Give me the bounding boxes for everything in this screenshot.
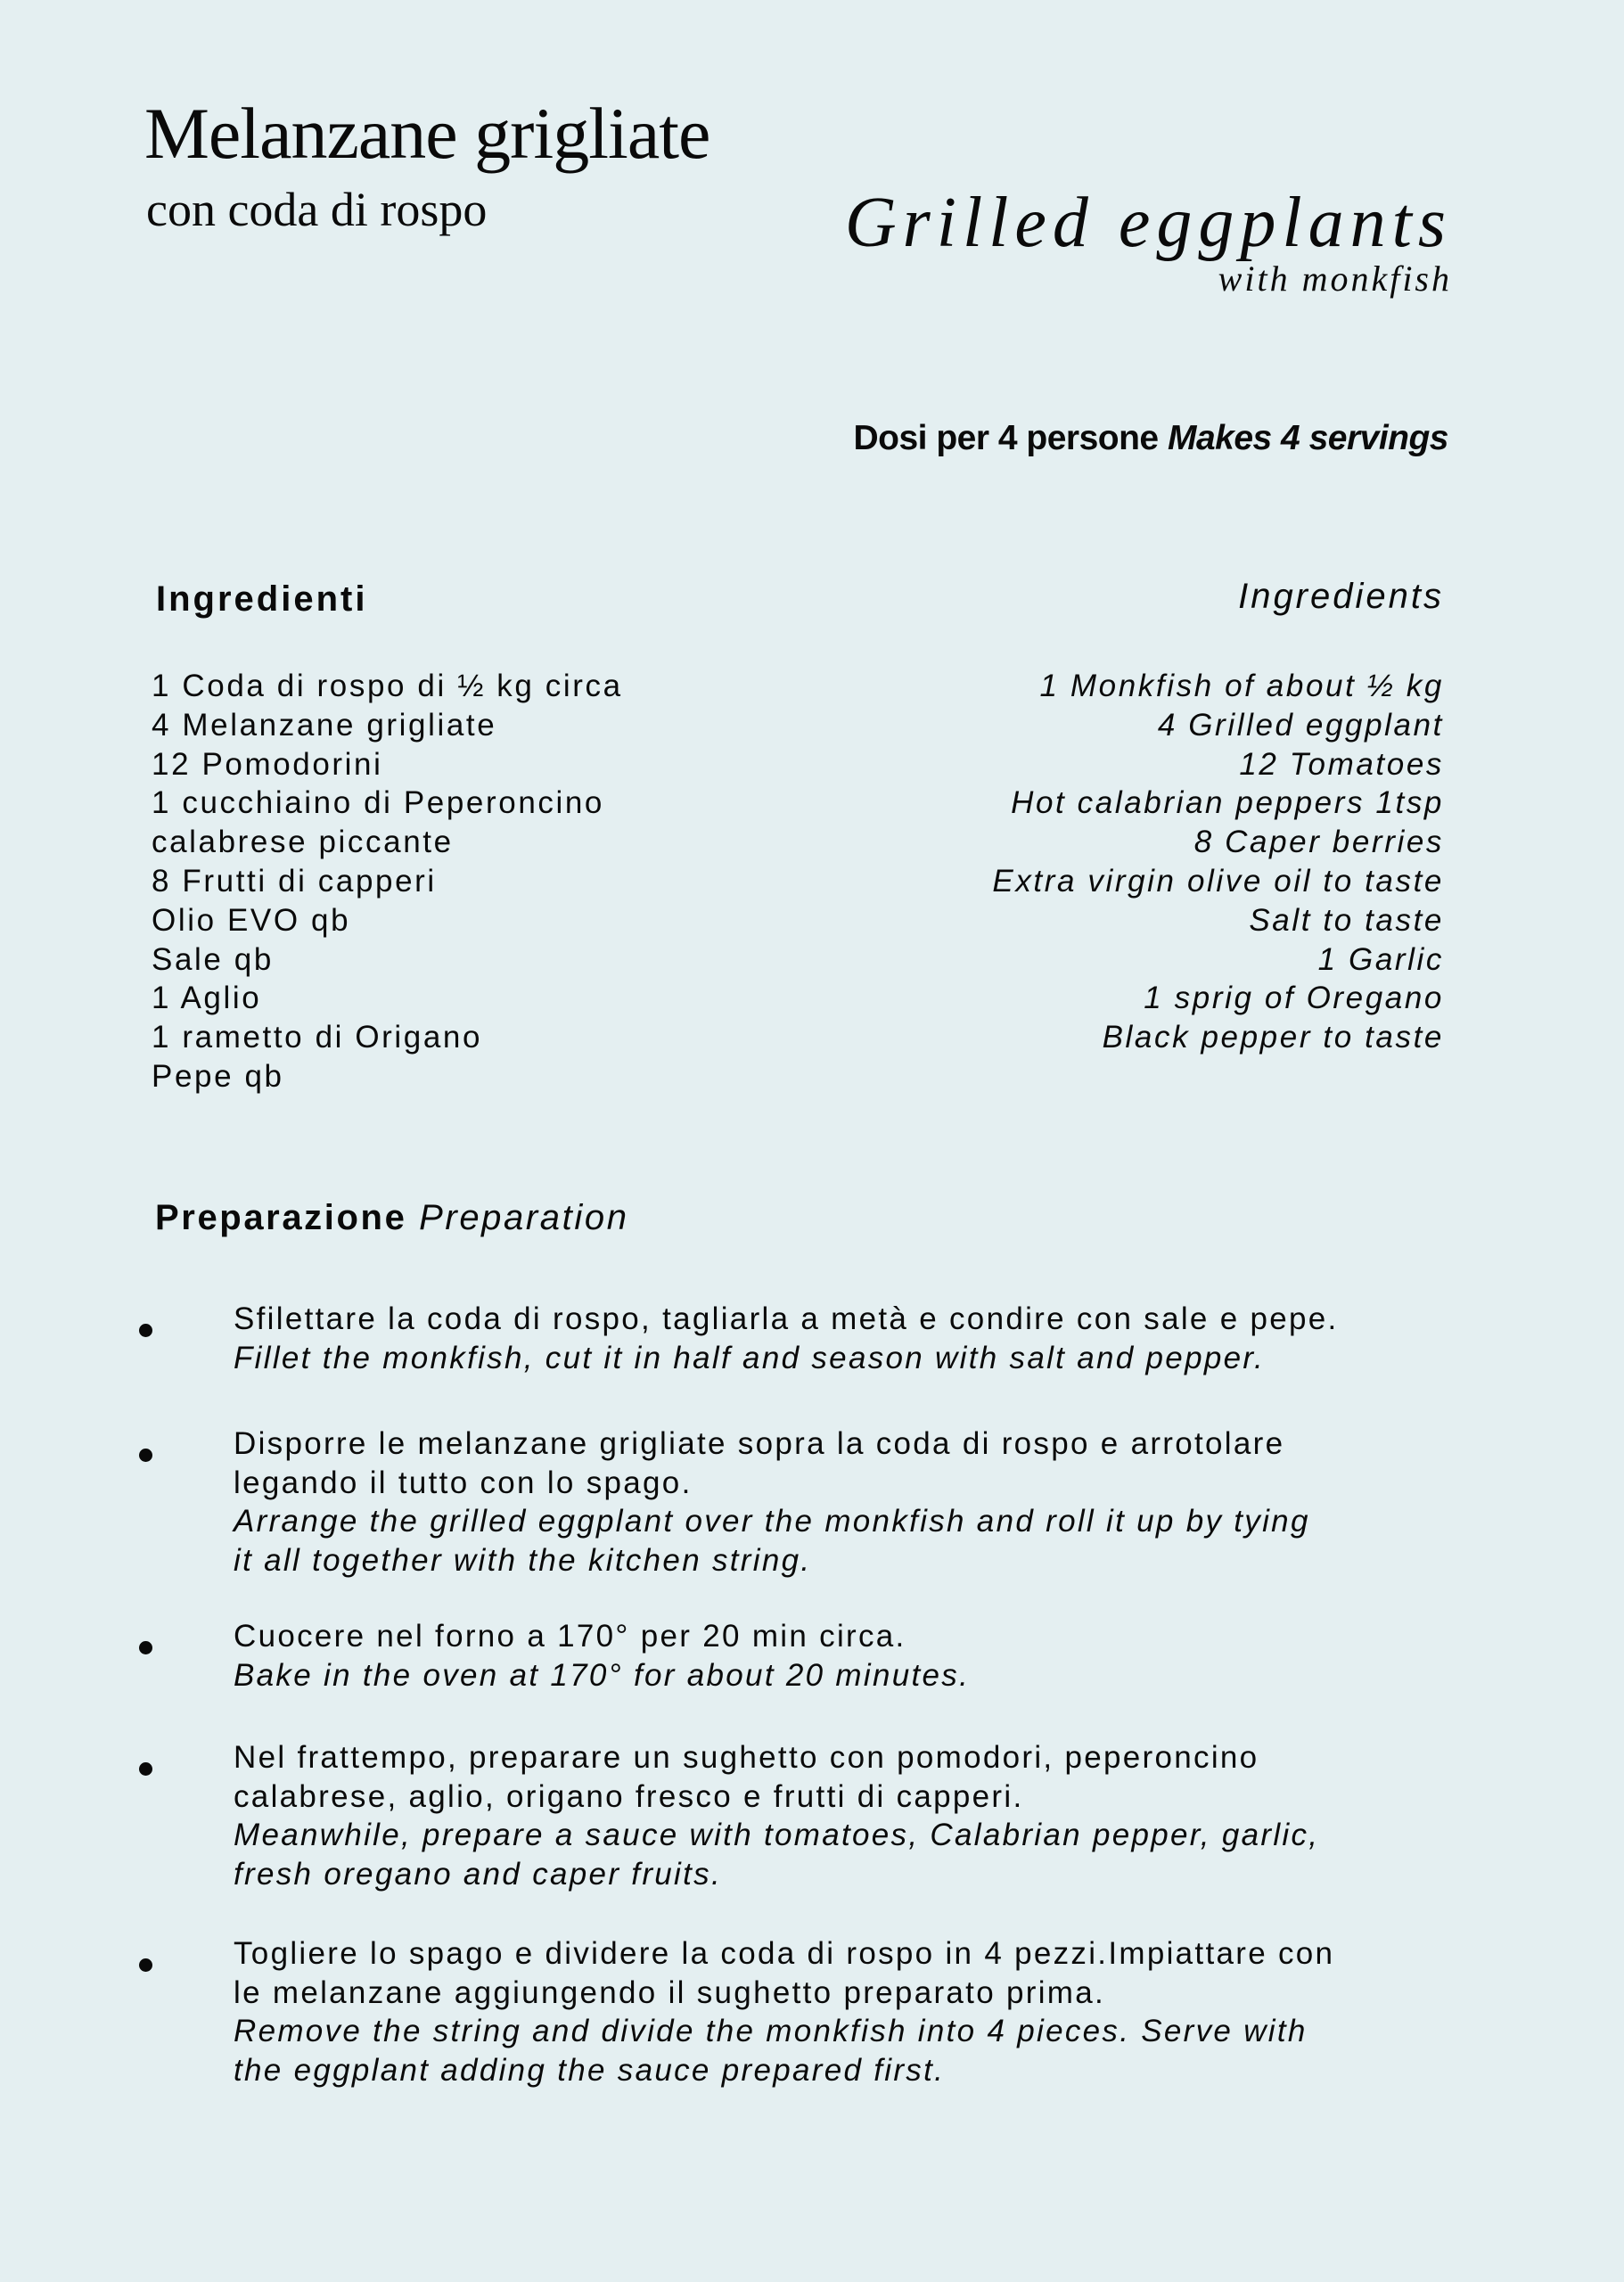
ingredient-item-english: Black pepper to taste (1102, 1020, 1444, 1055)
step-line-italian: Sfilettare la coda di rospo, tagliarla a metà e condire con sale e pepe. (234, 1301, 1339, 1336)
ingredient-item-english: 12 Tomatoes (1239, 746, 1444, 782)
ingredient-item-italian: 4 Melanzane grigliate (152, 707, 497, 743)
step-line-english: Bake in the oven at 170° for about 20 minutes. (234, 1657, 971, 1693)
ingredient-item-english: 1 Garlic (1317, 941, 1444, 977)
ingredient-item-italian: 1 Aglio (152, 981, 262, 1016)
step-text (234, 1617, 1499, 1695)
step-line-english: fresh oregano and caper fruits. (234, 1856, 722, 1892)
ingredient-item-italian: 1 rametto di Origano (152, 1020, 483, 1055)
ingredient-item-italian: 1 Coda di rospo di ½ kg circa (152, 669, 623, 703)
step-line-english: Meanwhile, prepare a sauce with tomatoes, Calabrian pepper, garlic, (234, 1818, 1320, 1853)
title-english: Grilled eggplants (844, 184, 1452, 262)
ingredients-heading-english: Ingredients (1238, 577, 1444, 616)
ingredients-list-english (992, 667, 1444, 1057)
preparation-heading-italian: Preparazione (155, 1198, 407, 1237)
step-line-english: the eggplant adding the sauce prepared first. (234, 2052, 946, 2088)
step-text (234, 1424, 1499, 1580)
step-line-italian: le melanzane aggiungendo il sughetto preparato prima. (234, 1974, 1106, 2010)
bullet-icon (139, 1762, 152, 1776)
ingredient-item-italian: Olio EVO qb (152, 902, 351, 938)
step-line-italian: Nel frattempo, preparare un sughetto con pomodori, peperoncino (234, 1740, 1259, 1775)
ingredient-item-italian: Pepe qb (152, 1058, 284, 1094)
ingredient-item-italian: Sale qb (152, 941, 274, 977)
step-line-english: it all together with the kitchen string. (234, 1542, 812, 1578)
ingredient-item-english: Extra virgin olive oil to taste (992, 863, 1444, 899)
bullet-icon (139, 1641, 152, 1654)
step-line-italian: Cuocere nel forno a 170° per 20 min circa. (234, 1619, 906, 1654)
ingredient-item-english: 1 sprig of Oregano (1144, 981, 1444, 1016)
bullet-icon (139, 1324, 152, 1337)
step-line-english: Fillet the monkfish, cut it in half and season with salt and pepper. (234, 1340, 1266, 1375)
ingredient-item-italian: calabrese piccante (152, 825, 454, 860)
subtitle-english: with monkfish (1218, 259, 1452, 299)
bullet-icon (139, 1449, 152, 1462)
step-line-italian: Togliere lo spago e dividere la coda di rospo in 4 pezzi.Impiattare con (234, 1936, 1335, 1971)
step-text (234, 1738, 1499, 1893)
ingredient-item-english: Hot calabrian peppers 1tsp (1011, 785, 1444, 821)
subtitle-italian: con coda di rospo (146, 183, 488, 236)
step-line-italian: Disporre le melanzane grigliate sopra la coda di rospo e arrotolare (234, 1426, 1285, 1461)
ingredient-item-italian: 1 cucchiaino di Peperoncino (152, 785, 604, 821)
ingredients-heading-italian: Ingredienti (156, 579, 368, 619)
preparation-heading-english: Preparation (419, 1198, 629, 1237)
step-text (234, 1300, 1499, 1377)
servings-line (854, 415, 1449, 462)
ingredients-list-italian (152, 667, 623, 1096)
step-line-english: Remove the string and divide the monkfish into 4 pieces. Serve with (234, 2014, 1308, 2049)
bullet-icon (139, 1958, 152, 1972)
ingredient-item-english: 8 Caper berries (1193, 825, 1444, 860)
servings-english: Makes 4 servings (1167, 419, 1448, 457)
ingredient-item-italian: 8 Frutti di capperi (152, 863, 437, 899)
ingredient-item-english: Salt to taste (1249, 902, 1444, 938)
ingredient-item-english: 4 Grilled eggplant (1157, 707, 1444, 743)
step-line-english: Arrange the grilled eggplant over the monkfish and roll it up by tying (234, 1504, 1310, 1539)
step-text (234, 1934, 1499, 2089)
servings-italian: Dosi per 4 persone (853, 419, 1159, 457)
ingredient-item-italian: 12 Pomodorini (152, 746, 383, 782)
preparation-heading (155, 1193, 629, 1243)
step-line-italian: legando il tutto con lo spago. (234, 1465, 693, 1500)
ingredient-item-english: 1 Monkfish of about ½ kg (1039, 669, 1444, 703)
title-italian: Melanzane grigliate (144, 93, 710, 174)
step-line-italian: calabrese, aglio, origano fresco e frutti di capperi. (234, 1778, 1024, 1814)
